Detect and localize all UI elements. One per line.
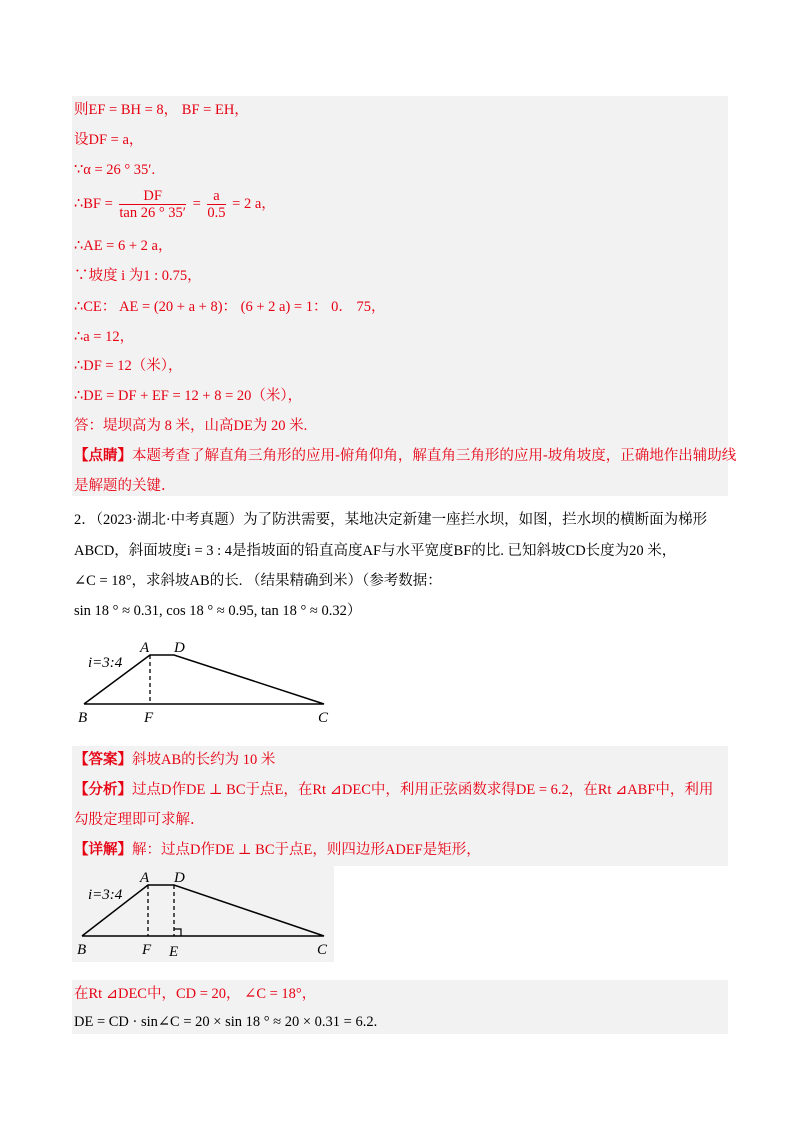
- answer-tag: 【答案】: [74, 751, 132, 768]
- comment-tag: 【点睛】: [74, 447, 132, 464]
- fraction-2-numerator: a: [207, 188, 225, 205]
- label2-e: E: [169, 944, 179, 960]
- figure1-slope-label: i=3:4: [88, 655, 123, 671]
- solution-line-9: ∴DF = 12（米），: [74, 358, 183, 374]
- solution-line-8: ∴a = 12，: [74, 329, 135, 345]
- question-line-3: ∠C = 18°，求斜坡AB的长. （结果精确到米）（参考数据：: [74, 573, 442, 589]
- detail-line: [74, 840, 481, 860]
- comment-text: 本题考查了解直角三角形的应用-俯角仰角，解直角三角形的应用-坡角坡度，正确地作出辅助线: [132, 448, 737, 464]
- fraction-1: [119, 188, 186, 221]
- label-d: D: [174, 640, 185, 656]
- label2-f: F: [142, 942, 152, 958]
- answer-text: 斜坡AB的长约为 10 米: [132, 752, 276, 768]
- solution-line-7: ∴CE： AE = (20 + a + 8)： (6 + 2 a) = 1： 0． 75，: [74, 299, 386, 315]
- right-angle-mark: [174, 929, 181, 936]
- label-c: C: [318, 710, 329, 726]
- label2-c: C: [317, 942, 328, 958]
- answer-line: [74, 750, 275, 770]
- solution-line-10: ∴DE = DF + EF = 12 + 8 = 20（米），: [74, 388, 303, 404]
- label-f: F: [144, 710, 154, 726]
- fraction-2-denominator: 0.5: [207, 205, 226, 222]
- analysis-tag: 【分析】: [74, 781, 132, 798]
- solution-bottom-line-2: DE = CD · sin∠C = 20 × sin 18 ° ≈ 20 × 0.31 = 6.2.: [74, 1014, 378, 1030]
- fraction-lhs: ∴BF =: [74, 196, 113, 212]
- solution-line-4: [74, 186, 276, 222]
- fraction-rhs: = 2 a，: [232, 196, 276, 212]
- label2-a: A: [140, 870, 150, 886]
- trapezoid-figure-2: [74, 866, 336, 962]
- label-b: B: [78, 710, 88, 726]
- detail-tag: 【详解】: [74, 841, 132, 858]
- solution-line-3: ∵α = 26 ° 35′.: [74, 162, 156, 178]
- solution-line-5: ∴AE = 6 + 2 a，: [74, 238, 173, 254]
- label2-d: D: [174, 870, 185, 886]
- question-line-1: 2．（2023·湖北·中考真题）为了防洪需要，某地决定新建一座拦水坝，如图，拦水坝的横断面为梯形: [74, 512, 708, 528]
- question-line-2: ABCD，斜面坡度i = 3 : 4是指坡面的铅直高度AF与水平宽度BF的比. 已知斜坡CD长度为20 米，: [74, 543, 677, 559]
- solution-line-6: ∵坡度 i 为1 : 0.75，: [74, 268, 202, 284]
- trapezoid-figure-1: [74, 632, 344, 732]
- fraction-1-numerator: DF: [119, 188, 186, 205]
- analysis-line-1: [74, 780, 713, 800]
- solution-bottom-line-1: 在Rt ⊿DEC中，CD = 20， ∠C = 18°，: [74, 986, 317, 1002]
- question-line-4: sin 18 ° ≈ 0.31, cos 18 ° ≈ 0.95, tan 18 ° ≈ 0.32）: [74, 603, 362, 619]
- fraction-2: [207, 188, 225, 221]
- comment-line-2: 是解题的关键.: [74, 478, 166, 494]
- detail-text: 解：过点D作DE ⊥ BC于点E，则四边形ADEF是矩形，: [132, 842, 481, 858]
- label2-b: B: [77, 942, 87, 958]
- solution-block-top: [72, 96, 728, 496]
- solution-answer: 答：堤坝高为 8 米，山高DE为 20 米.: [74, 418, 308, 434]
- solution-line-2: 设DF = a，: [74, 132, 144, 148]
- analysis-text: 过点D作DE ⊥ BC于点E，在Rt ⊿DEC中，利用正弦函数求得DE = 6.2，在Rt ⊿ABF中，利用: [132, 782, 714, 798]
- label-a: A: [140, 640, 150, 656]
- solution-line-1: 则EF = BH = 8， BF = EH，: [74, 102, 249, 118]
- fraction-1-denominator: tan 26 ° 35′: [119, 205, 186, 222]
- analysis-line-2: 勾股定理即可求解.: [74, 812, 195, 828]
- fraction-equals: =: [192, 196, 201, 212]
- figure2-slope-label: i=3:4: [88, 887, 123, 903]
- comment-line-1: [74, 446, 736, 466]
